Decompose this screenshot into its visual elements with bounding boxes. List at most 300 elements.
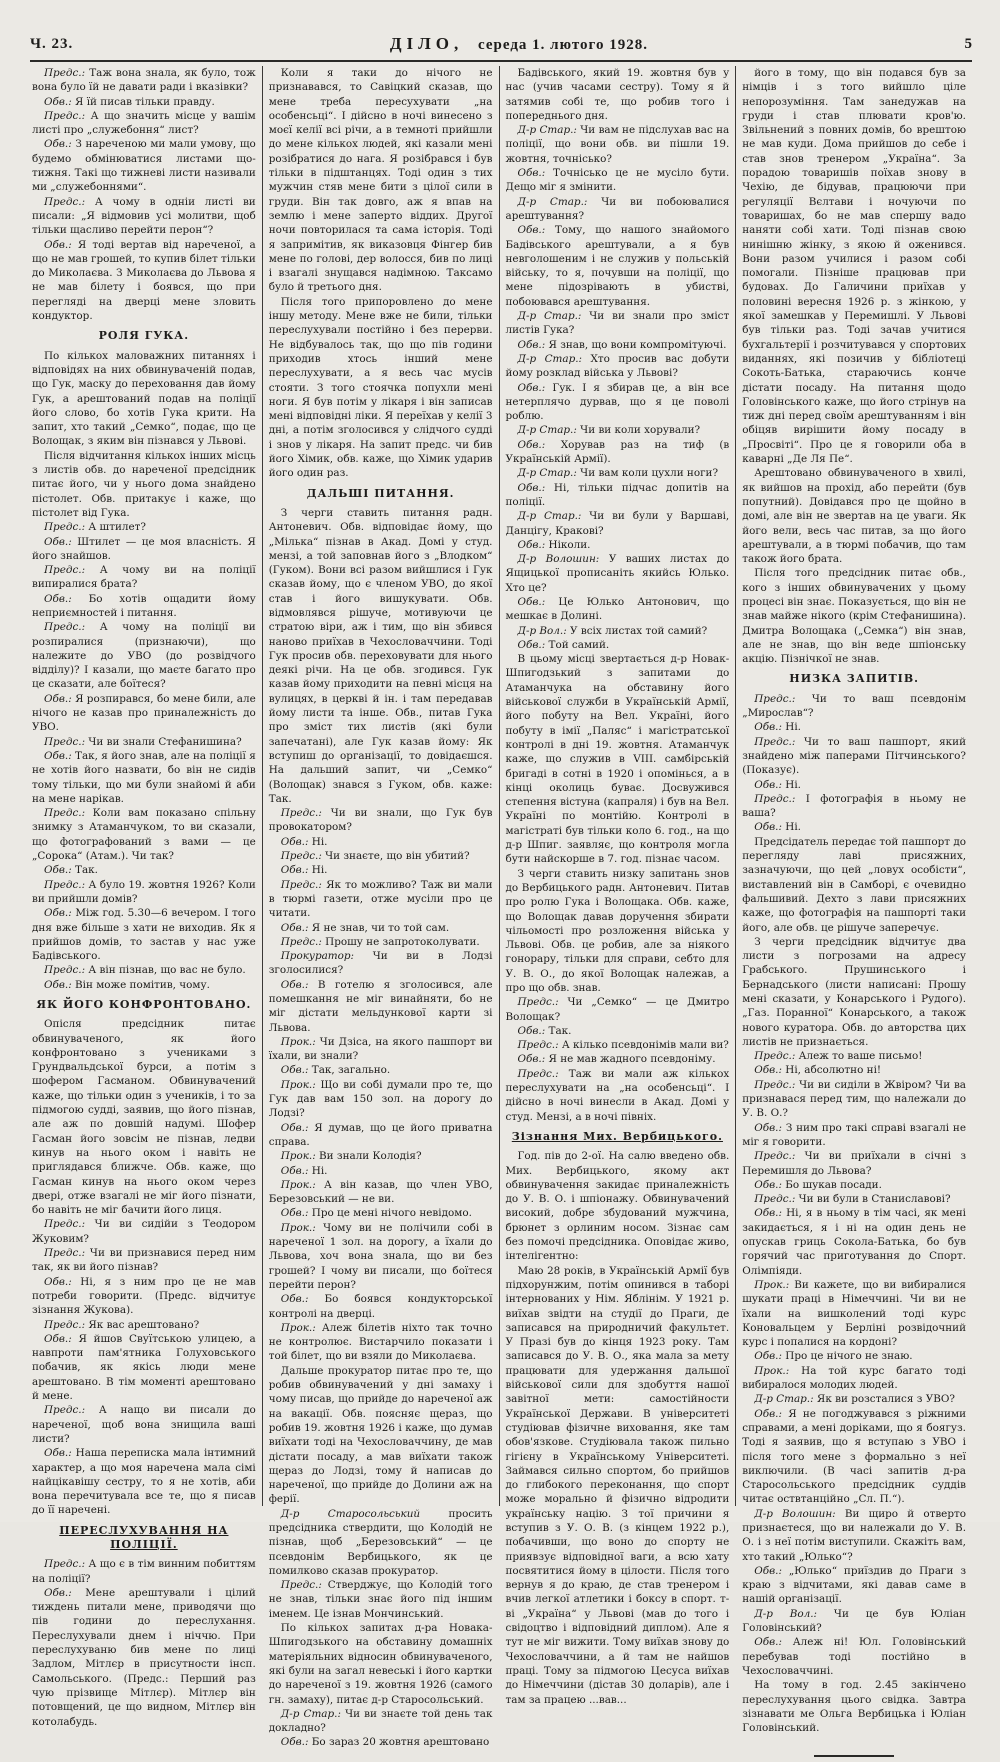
speaker-label: Д-р Стар.: [517,310,582,323]
paragraph [742,1192,966,1206]
paragraph-text: Бо хотів ощадити йому неприємностей і питання. [32,592,256,619]
ornament-rule [814,1755,894,1757]
speaker-label: Прок.: [280,1321,316,1334]
paragraph [32,592,256,621]
speaker-label: Обв.: [280,1121,309,1134]
speaker-label: Предс.: [280,807,322,820]
speaker-label: Предс.: [754,1193,796,1206]
speaker-label: Д-р Волошин: [754,1507,836,1520]
speaker-label: Обв.: [754,821,782,834]
speaker-label: Д-р Стар.: [517,424,577,437]
speaker-label: Д-р Волошин: [517,553,600,566]
paragraph [32,137,256,194]
paragraph [742,1678,966,1735]
speaker-label: Д-р Стар.: [280,1707,341,1720]
paragraph [32,563,256,592]
paragraph [269,863,493,877]
speaker-label: Обв.: [754,778,782,791]
paragraph-text: А штилет? [85,521,146,534]
section-heading: НИЗКА ЗАПИТІВ. [789,672,919,686]
paragraph-text: Ні. [781,721,801,734]
column-3 [499,66,736,1706]
speaker-label: Обв.: [44,1332,72,1345]
paragraph-text: Між год. 5.30—6 вечером. І того дня вже більше з хати не виходив. Як я прийшов домів, то застав у нас уже Бадівського. [32,907,256,963]
paragraph-text: Я не знав, чи то той сам. [308,921,450,934]
paragraph [269,1206,493,1220]
paragraph-text: просить предсідника ствердити, що Колодій не пізнав, щоб „Березовський“ — це псевдонім Вербицького, як це помилково сказав прокуратор. [268,1507,493,1577]
paragraph [269,1292,493,1321]
paragraph [742,1407,966,1507]
paragraph [506,223,730,309]
paragraph [506,867,730,996]
speaker-label: Обв.: [44,749,72,762]
paragraph-text: З нареченою ми мали умову, що будемо обмінюватися листами що-тижня. Такі що тижневі листи називали ми „служебоннями“. [32,138,256,194]
paragraph-text: А було 19. жовтня 1926? Коли ви прийшли домів? [32,878,256,905]
speaker-label: Обв.: [44,1586,72,1599]
paragraph [32,863,256,877]
speaker-label: Обв.: [517,338,546,351]
paragraph-text: Що ви собі думали про те, що Гук дав вам 150 зол. на дорогу до Лодзі? [268,1078,493,1120]
paragraph [742,792,966,821]
paragraph [32,1318,256,1332]
paragraph-text: Після того припоровлено до мене іншу методу. Мене вже не били, тільки переслухували постійно і без перерви. Не відбувалось так, що що пів години приходив хтось інший мене переслухувати, а я весь час мусів стояти. З того стоячка попухли мені ноги. Я був потім у лікаря і він записав мені відповідні ліки. Я переїхав у келії 3 дні, а потім зголосився у слідчого судді і знов у лікаря. На запит предс. чи бив його Хімик, обв. каже, що Хімик ударив його один раз. [268,295,493,480]
speaker-label: Предс.: [280,1579,322,1592]
paragraph [269,1221,493,1292]
paragraph [742,1364,966,1393]
paragraph-text: Чи ви признавися перед ним так, як ви його пізнав? [32,1247,256,1274]
speaker-label: Обв.: [754,1636,782,1649]
paragraph-text: А що значить місце у вашім листі про „служебоння“ лист? [32,109,256,137]
paragraph-text: Ні, тільки підчас допитів на поліції. [505,481,730,508]
paragraph-text: Наша переписка мала інтимний характер, а що моя наречена мала сімі найцікавішу сестру, то я не хотів, аби вона перечитувала все те, що я писав до її наречені. [32,1447,256,1517]
paragraph-text: А чому ви на поліції випиралися брата? [32,564,256,591]
speaker-label: Д-р Стар.: [517,124,577,137]
paragraph-text: З ним про такі справі взагалі не міг я говорити. [742,1121,966,1148]
paragraph-text: Стверджує, що Колодій того не знав, тільки знає його під іншим іменем. Це ізнав Мончинський. [268,1579,493,1620]
paragraph-text: Ні. [308,1164,328,1177]
paragraph-text: Чи то ваш пашпорт, який знайдено між паперами Пітчинського? (Показує). [742,735,966,777]
paragraph-text: Чи ви в Лодзі зголосилися? [268,950,493,977]
paragraph [506,1067,730,1124]
speaker-label: Предс.: [44,109,86,122]
paragraph-text: У всіх листах той самий? [566,624,708,637]
paragraph [32,692,256,735]
speaker-label: Обв.: [517,167,546,180]
paragraph [742,1278,966,1349]
section-heading: ЯК ЙОГО КОНФРОНТОВАНО. [36,998,252,1011]
paragraph-text: Чи то ваш псевдонім „Мирослав“? [742,692,966,720]
speaker-label: Прок.: [754,1364,790,1377]
speaker-label: Обв.: [517,538,546,551]
speaker-label: Д-р Стар.: [517,352,583,365]
paragraph [32,449,256,520]
paragraph-text: Він може помітив, чому. [71,978,210,991]
paragraph [269,921,493,935]
paragraph [742,466,966,566]
paragraph-text: Я йшов Свуїтською улицею, а навпроти пам'ятника Голуховського побачив, як якісь люди мене арештовано. В тім моменті арештовано й мене. [32,1332,256,1403]
paragraph [32,963,256,977]
column-4 [735,66,972,1735]
speaker-label: Д-р Вол.: [754,1607,818,1620]
paragraph [742,735,966,778]
speaker-label: Обв.: [280,835,309,848]
paragraph [742,566,966,666]
paragraph-text: Чи ви сидійи з Теодором Жуковим? [32,1218,256,1245]
paragraph-text: Тому, що нашого знайомого Бадівського арештували, а я був невголошеним і не служив у польській війську, то я, почувши на поліції, що мене підозрівають в убистві, побоювався арештування. [505,224,730,308]
paragraph-text: Чи ви були у Варшаві, Данцігу, Кракові? [505,510,730,537]
paragraph-text: Так, я його знав, але на поліції я не хотів його назвати, бо він не сидів тому тільки, що ми були знайомі й аби на мене нарікав. [32,749,256,805]
paragraph [269,1707,493,1736]
paragraph [269,1178,493,1207]
paragraph-text: Чи ви знали Стефанишина? [85,735,242,748]
paragraph-text: Чи ви знали, що Гук був провокатором? [268,807,493,834]
speaker-label: Предс.: [44,1558,86,1571]
header-rule [30,60,972,62]
paragraph-text: Ніколи. [545,538,591,551]
paragraph [32,1275,256,1318]
paragraph [32,238,256,324]
paragraph [269,935,493,949]
paragraph [32,1017,256,1217]
paragraph [32,1217,256,1246]
paragraph-text: Я знав, що вони компромітуючі. [545,338,727,351]
speaker-label: Обв.: [44,95,72,108]
speaker-label: Предс.: [280,935,322,948]
page-header [30,30,972,58]
speaker-label: Предс.: [517,1067,559,1080]
paragraph [269,1164,493,1178]
paragraph [742,935,966,1049]
paragraph [269,1321,493,1364]
section-heading: РОЛЯ ГУКА. [98,329,190,343]
paragraph-text: Я не мав жадного псевдоніму. [545,1053,716,1066]
paragraph-text: А що є в тім винним побиттям на поліції? [32,1558,256,1585]
speaker-label: Обв.: [44,978,72,991]
speaker-label: Предс.: [44,521,86,534]
speaker-label: Обв.: [754,1350,782,1363]
paragraph [269,978,493,1035]
paragraph [269,1735,493,1749]
paragraph-text: Опісля предсідник питає обвинуваченого, як його конфронтовано з учениками з Грундвальдської бурси, а потім з шофером Гасманом. Обвинувачений каже, що тільки один з учеників, і то за підмогою судді, заявив, що його пізнав, але аж по довшій надумі. Шофер Гасман його зовсім не пізнав, ледви кинув на нього оком і навіть не приглядався ближче. Обв. каже, що Гасман кинув на нього оком через двері, отже взагалі не міг його пізнати, бо навіть не міг бачити його лиця. [32,1018,256,1217]
speaker-label: Обв.: [44,692,72,705]
paragraph-text: його в тому, що він подався був за німців і з того вийшло ціле непорозуміння. Там занедужав на груди і став плювати кров'ю. Звільнений з повних домів, бо врештою не мав куди. Дома прийшов до себе і став знов тренером „Україна“. За порадою товаришів поїхав знову в Чехію, де бідував, працюючи при регуляції Вєлтави і ночуючи по товаришах, бо не мав спершу вадо наняти собі хати. Тоді пізнав свою нинішню жінку, з якою й оженився. Вони разом училися і разом собі помогали. Пізніше працював при будовах. До Галичини приїхав у половині вересня 1926 р. з жінкою, у якої замешкав у Перемишлі. У Львові був тільки раз. Тоді зачав учитися бухгальтерії і розчитувався у спортових виданнях, які позичив у бібліотеці Сокоть-Батька, стараючись конче дістати посаду. На питання щодо Головінського каже, що його стрінув на тиж дні перед своїм арештуванням і він обіцяв вирішити йому посаду в „Просвіті“. Про це я говорили оба в каварні „Де Ля Пе“. [742,67,966,466]
speaker-label: Обв.: [44,1275,72,1288]
paragraph [269,1364,493,1507]
paragraph-text: Я не погоджувався з ріжними справами, а мені доріками, що я боягуз. Тоді я заявив, що я вступаю з УВО і після того мене з формально з неї виключили. (В часі запитів д-ра Старосольського предсідник суддів читає оствтанційно „Сл. П.“). [742,1407,966,1506]
speaker-label: Прок.: [280,1221,316,1234]
paragraph-text: Той самий. [545,638,610,651]
speaker-label: Обв.: [44,864,72,877]
paragraph [742,1178,966,1192]
paragraph [742,1121,966,1150]
paragraph-text: Таж ви мали аж кількох переслухувати на „на особенсьці“. І дійсно в ночі винесли в Акад. Домі у студ. Мензі, а в ночі півніх. [505,1067,730,1123]
paragraph-text: У ваших листах до Ящицької прописаніть якийсь Юлько. Хто це? [505,553,730,594]
speaker-label: Предс.: [280,878,322,891]
paragraph [269,1621,493,1707]
paragraph-text: Чи ви знали про зміст листів Гука? [505,310,730,337]
paragraph-text: Хто просив вас добути йому розклад війська у Львові? [505,352,730,380]
speaker-label: Прок.: [280,1078,316,1091]
paragraph-text: Чи ви приїхали в січні з Перемишля до Львова? [742,1150,966,1177]
paragraph [742,1049,966,1063]
paragraph [269,806,493,835]
paragraph-text: Чи це був Юліан Головінський? [742,1607,966,1635]
paragraph-text: Після того предсідник питає обв., кого з інших обвинувачених у цьому процесі він знає. Показується, що він не знав майже нікого (крім Стефанишина). Дмитра Волощака („Семка“) він знав, але не знав, що він веде шпіонську акцію. Пізнічкої не знав. [742,567,966,666]
paragraph-text: Маю 28 років, в Українській Армії був підхорунжим, потім опинився в таборі інтернованих у Нім. Яблінім. У 1921 р. виїхав звідти на студії до Праги, де записався на природничий факультет. У Празі був до кінця 1923 року. Там записався до У. В. О., яка мала за мету працювати для удержання дальшої військової сили для здобуття нашої завітної мети: самостійности Української Держави. В університеті студіював фізичне виховання, яке там обов'язкове. Студіювала також пильно гігієну в Українському Університеті. Займався сильно спортом, бо прийшов до глибокого переконання, що спорт може морально й фізично відродити українську націю. З тої причини я вступив з У. О. В. (з кінцем 1922 р.), побачивши, що воно до спорту не приявзує відповідної ваги, а всю хату посвятитися йому в цілости. Після того вернув я до краю, де став тренером і вчив легкої атлетики і боксу в спорт. т-ві „Україна“ у Львові (мав до того і свідоцтво і відповідний диплом). Але я тут не міг вижити. Тому виїхав знову до Чехословаччини, а й там не найшов праці. Тому за підмогою Цесуса виїхав до Німеччини (дістав 30 доларів), але і там за працею ...вав... [505,1264,730,1706]
paragraph-text: По кількох запитах д-ра Новака-Шпигодзького на обставину домашніх матеріяльних відносин обвинуваченого, які були на загал невеські і його картки до нареченої з 19. жовтня 1926 (самого гн. замаху), питає д-р Старосольський. [268,1622,493,1706]
paragraph [32,520,256,534]
paragraph-text: „Юлько“ приїздив до Праги з краю з відчитами, які давав саме в нашій організації. [742,1564,966,1606]
speaker-label: Обв.: [44,907,72,920]
paragraph-text: Так, загально. [308,1064,391,1077]
paragraph-text: Це Юлько Антонович, що мешкає в Долині. [505,595,730,623]
paragraph-text: Як ви розсталися з УВО? [813,1393,955,1406]
paragraph-text: Коли я таки до нічого не признавався, то Савіцкий сказав, що мене треба пересухувати „на особенсьці“. І дійсно в ночі винесено з моєї келії всі річи, а в темноті прийшли до мене кількох людей, які казали мені розібратися до нага. Я розібрався і був тільки в підштанцях. Тоді один з тих мужчин стяв мене бити з цілої сили в груди. Він так довго, аж я впав на землю і мене заперто віддих. Другої ночи повторилася та сама історія. Тоді я запримітив, як виказовця Фінгер бив мене по голові, дер волосся, бив по лиці і взагалі знущався надімною. Таксамо було й третього дня. [268,67,493,294]
speaker-label: Обв.: [280,978,309,991]
speaker-label: Обв.: [517,1053,546,1066]
paragraph-text: Ні. [308,835,328,848]
paragraph-text: А чому в одніи листі ви писали: „Я відмовив усі молитви, щоб тільки щасливо перейти перон“? [32,195,256,237]
speaker-label: Предс.: [44,1404,86,1417]
paragraph-text: В цьому місці звертається д-р Новак-Шпигодзький з запитами до Атаманчука на обставину його військової служби в Українській Армії, його побуту на Вел. Україні, його побуту в імії „Паляс“ і магістратської контролі в дні 19. жовтня. Атаманчук каже, що служив в VIII. самбірській бригаді в сотні в 1920 і опомінься, а в кінці околиць буває. Досвужився степення вістуна (капраля) і був на Вел. Україні по монтійю. Контролі в магістраті був тільки коло 6. год., на що д-р Шпиг. заявляє, що контроля могла бути найскорше в 7. год. пізнає часом. [505,653,730,866]
paragraph [32,978,256,992]
speaker-label: Предс.: [754,1050,796,1063]
paragraph [269,1149,493,1163]
speaker-label: Обв.: [280,1064,309,1077]
paragraph [32,806,256,863]
speaker-label: Предс.: [280,850,322,863]
speaker-label: Обв.: [280,864,309,877]
paragraph [506,638,730,652]
paragraph [506,595,730,624]
paragraph-text: Дальше прокуратор питає про те, що робив обвинувачений у дні замаху і чому писав, що прийде до нареченої аж на вакації. Обв. поясняє щераз, що робив 19. жовтня 1926 і каже, що думав виїхати тоді на Чехословаччину, де мав дістати посаду, а мав виїхати також щераз до Лодзі, тому й написав до нареченої, що прийде до Долини аж на ферії. [268,1364,493,1506]
speaker-label: Обв.: [517,481,546,494]
paragraph-text: Чи ви сиділи в Жвіром? Чи ва признавася перед тим, що належали до У. В. О.? [742,1078,966,1120]
paragraph-text: А чому на поліції ви розпиралися (признаючи), що належите до УВО (до розвідчого відділу)? І казали, що маєте багато про це сказати, але боїтеся? [32,621,256,691]
paragraph-text: Бо шукав посади. [781,1178,882,1191]
speaker-label: Прок.: [280,1178,316,1191]
paragraph-text: Чи знаєте, що він убитий? [321,850,470,863]
paragraph-text: Чи ви знаєте той день так докладно? [268,1707,493,1735]
paragraph-text: Чи Дзіса, на якого пашпорт ви їхали, ви знали? [268,1035,493,1063]
issue-date: середа 1. лютого 1928. [478,37,648,53]
column-1 [30,66,262,1728]
paragraph-text: Я розпирався, бо мене били, але нічого не казав про приналежність до УВО. [32,692,256,734]
speaker-label: Предс.: [44,195,86,208]
paragraph-text: Ви кажете, що ви вибиралися шукати праці в Німеччині. Чи ви не їхали на вишколений тоді курс Коновальцем у Берліні розвідочний курс і попалися на кордоні? [742,1278,966,1349]
paragraph [742,1078,966,1121]
speaker-label: Обв.: [44,238,72,251]
paragraph-text: Алеж то ваше письмо! [795,1050,923,1063]
paragraph [506,381,730,424]
paragraph-text: Ні, я в ньому в тім часі, як мені закидається, я і ні на один день не опускав гриць Сокола-Батька, бо був горячий час приготування до Спорт. Олімпіяди. [742,1207,966,1277]
paragraph-text: Я їй писав тільки правду. [71,95,215,108]
masthead-line [390,34,648,54]
page-number: 5 [964,35,972,52]
paragraph-text: Чи „Семко“ — це Дмитро Волощак? [505,996,730,1023]
paragraph-text: А нащо ви писали до нареченої, щоб вона знищила ваші листи? [32,1404,256,1445]
speaker-label: Предс.: [754,735,796,748]
paragraph [32,906,256,963]
speaker-label: Предс.: [44,878,86,891]
section-heading: ДАЛЬШІ ПИТАННЯ. [306,486,455,500]
speaker-label: Предс.: [754,1150,796,1163]
speaker-label: Обв.: [44,1447,72,1460]
paragraph-text: Так. [545,1024,572,1037]
paragraph-text: Ні, абсолютно ні! [781,1064,882,1077]
paragraph-text: Після відчитання кількох інших місць з листів обв. до нареченої предсідник питає його, чи у нього дома знайдено пістолет. Обв. притакує і каже, що пістолет від Гука. [32,449,256,519]
speaker-label: Д-р Стар.: [754,1393,814,1406]
paragraph-text: І фотографія в ньому не ваша? [742,792,966,820]
paragraph-text: Алеж ні! Юл. Головінський перебував тоді постійно в Чехословаччині. [742,1636,966,1677]
issue-number: Ч. 23. [30,35,74,52]
paragraph-text: Про це мені нічого невідомо. [308,1207,472,1220]
paragraph-text: Таж вона знала, як було, тож вона було їй не давати ради і вказівки? [32,67,256,94]
paragraph [506,166,730,195]
paragraph [32,195,256,238]
paragraph [269,295,493,481]
paragraph [506,552,730,595]
paragraph [32,1246,256,1275]
paragraph-text: Коли вам показано спільну знимку з Атаманчуком, то ви сказали, що фотографований з вами — це „Сорока“ (Атам.). Чи так? [32,807,256,863]
speaker-label: Обв.: [754,721,782,734]
paragraph-text: Так. [71,864,98,877]
section-heading: Зізнання Мих. Вербицького. [511,1129,723,1143]
paragraph [32,749,256,806]
paragraph [506,652,730,866]
paragraph [742,835,966,935]
masthead-title: ДІЛО, [389,34,464,53]
paragraph-text: Ви знали Колодія? [315,1150,422,1163]
speaker-label: Предс.: [754,792,796,805]
speaker-label: Обв.: [280,1164,309,1177]
paragraph [269,1121,493,1150]
paragraph-text: Прошу не запротоколувати. [321,935,480,948]
paragraph [742,820,966,834]
paragraph-text: На той курс багато тоді вибиралося молодих людей. [742,1364,966,1392]
speaker-label: Обв.: [44,592,72,605]
paragraph [506,509,730,538]
speaker-label: Д-р Вол.: [517,624,567,637]
paragraph [506,338,730,352]
paragraph [32,95,256,109]
paragraph [32,349,256,449]
paragraph [742,1607,966,1636]
paragraph [742,692,966,721]
paragraph [269,1078,493,1121]
paragraph [506,195,730,224]
paragraph-text: Чому ви не полічили собі в нареченої 1 зол. на дорогу, а їхали до Львова, хоч вона знала, що ви без грошей? І чому ви писали, що боїтеся перейти перон? [268,1221,493,1291]
speaker-label: Обв.: [44,535,72,548]
paragraph-text: З черги предсідник відчитує два листи з погрозами на адресу Грабського. Прушинського і Бернадського (листи написані: Прошу мені сказати, у Конарського і Рудого). „Газ. Поранної“ Конарського, а також нового куратора. Обв. до авторства цих листів не признається. [742,935,966,1048]
paragraph-text: Точнісько це не мусіло бути. Дещо міг я змінити. [505,167,730,194]
section-heading: ПЕРЕСЛУХУВАННЯ НА ПОЛІЦІЇ. [59,1523,229,1551]
paragraph [742,1635,966,1678]
paragraph [32,109,256,138]
paragraph-text: Я думав, що це його приватна справа. [268,1121,493,1148]
speaker-label: Предс.: [44,735,86,748]
paragraph [506,624,730,638]
paragraph-text: Ні. [308,864,328,877]
paragraph-text: Год. пів до 2-ої. На салю введено обв. Мих. Вербицького, якому акт обвинувачення закидає приналежність до У. В. О. і шпіонажу. Обвинувачений високий, добре збудований мужчина, брюнет з орлиним носом. Зізнає сам без помочі предсідника. Оповідає живо, інтелігентно: [505,1150,730,1263]
speaker-label: Обв.: [517,638,546,651]
speaker-label: Обв.: [44,138,72,151]
paragraph [269,1063,493,1077]
speaker-label: Обв.: [754,1207,782,1220]
paragraph [506,1038,730,1052]
speaker-label: Прок.: [280,1035,316,1048]
paragraph [506,423,730,437]
speaker-label: Прокуратор: [280,950,355,963]
paragraph-text: А кілько псевдонімів мали ви? [558,1039,729,1052]
paragraph-text: Хорував раз на тиф (в Українській Армії). [505,438,730,466]
speaker-label: Предс.: [517,996,559,1009]
speaker-label: Обв.: [517,595,546,608]
paragraph [269,949,493,978]
paragraph-text: Чи вам коли цухли ноги? [576,467,719,480]
paragraph [506,1024,730,1038]
paragraph [506,438,730,467]
paragraph-text: Ви щиро й отверто признаєтеся, що ви належали до У. В. О. і з неї потім виступили. Скажіть вам, хто такий „Юлько“? [742,1507,966,1563]
paragraph [32,620,256,691]
speaker-label: Предс.: [44,621,86,634]
paragraph [506,1264,730,1707]
paragraph [742,1149,966,1178]
paragraph [32,1403,256,1446]
paragraph-text: З черги ставить низку запитань знов до Вербицького радн. Антоневич. Питав про ролю Гука і Волощака. Обв. каже, що Волощак давав доручення збирати чільомості про розложення війська у Львові. Обв. це робив, але за ніякого гонорару, тільки для справи, себто для У. В. О., до якої Волощак належав, а про що обв. знав. [505,867,730,994]
paragraph [506,538,730,552]
paragraph [506,1052,730,1066]
paragraph-text: Штилет — це моя власність. Я його знайшов. [32,535,256,562]
paragraph [506,995,730,1024]
speaker-label: Предс.: [754,692,796,705]
paragraph [742,720,966,734]
speaker-label: Д-р Старосольський [280,1507,421,1520]
paragraph-text: Алеж білетів ніхто так точно не контролює. Вистарчило показати і той білет, що ви взяли до Миколаєва. [268,1321,493,1363]
paragraph-text: На тому в год. 2.45 закінчено переслухування цього свідка. Завтра зізнавати ме Ольга Вербицька і Юліан Головінський. [742,1679,966,1735]
paragraph-text: В готелю я зголосився, але помешкання не міг винайняти, бо не міг дістати мельдункової карти зі Львова. [268,978,493,1034]
paragraph-text: Гук. І я збирав це, а він все нетерплячо дурвав, що я це поволі роблю. [505,381,730,423]
paragraph-text: Як то можливо? Таж ви мали в тюрмі газети, отже мусіли про це читати. [268,878,493,920]
speaker-label: Обв.: [280,1293,309,1306]
paragraph [506,352,730,381]
paragraph [32,878,256,907]
speaker-label: Обв.: [754,1407,782,1420]
paragraph [506,66,730,123]
paragraph [742,1507,966,1564]
paragraph [32,1332,256,1403]
paragraph [506,466,730,480]
paragraph [269,1578,493,1621]
speaker-label: Предс.: [44,1318,86,1331]
paragraph [269,506,493,806]
paragraph [506,309,730,338]
speaker-label: Д-р Стар.: [517,467,577,480]
paragraph-text: Бо боявся кондукторської контролі на дверці. [268,1293,493,1320]
paragraph [506,481,730,510]
speaker-label: Предс.: [44,67,86,79]
paragraph [742,66,966,466]
paragraph [742,1564,966,1607]
paragraph-text: Ні. [781,821,801,834]
paragraph-text: Предсідатель передає той пашпорт до перегляду лаві присяжних, зазначуючи, що цей „ловух особісти“, виставлений він в Самборі, є очевидно фальшивий. Дехто з лави присяжних каже, що фотографія на пашпорті таки його, але обв. це рішуче заперечує. [742,835,966,934]
speaker-label: Предс.: [44,1218,86,1231]
paragraph [32,735,256,749]
paragraph-text: Чи ви коли хорували? [576,424,701,437]
paragraph-text: По кількох маловажних питаннях і відповідях на них обвинуваченій подав, що Гук, маску до переховання дав йому Гук, а арештований подав на поліції його слово, бо хотів Гука крити. На запит, хто такий „Семко“, подає, що це Волощак, з яким він пізнався у Львові. [32,349,256,448]
speaker-label: Обв.: [517,1024,546,1037]
speaker-label: Д-р Стар.: [517,195,588,208]
